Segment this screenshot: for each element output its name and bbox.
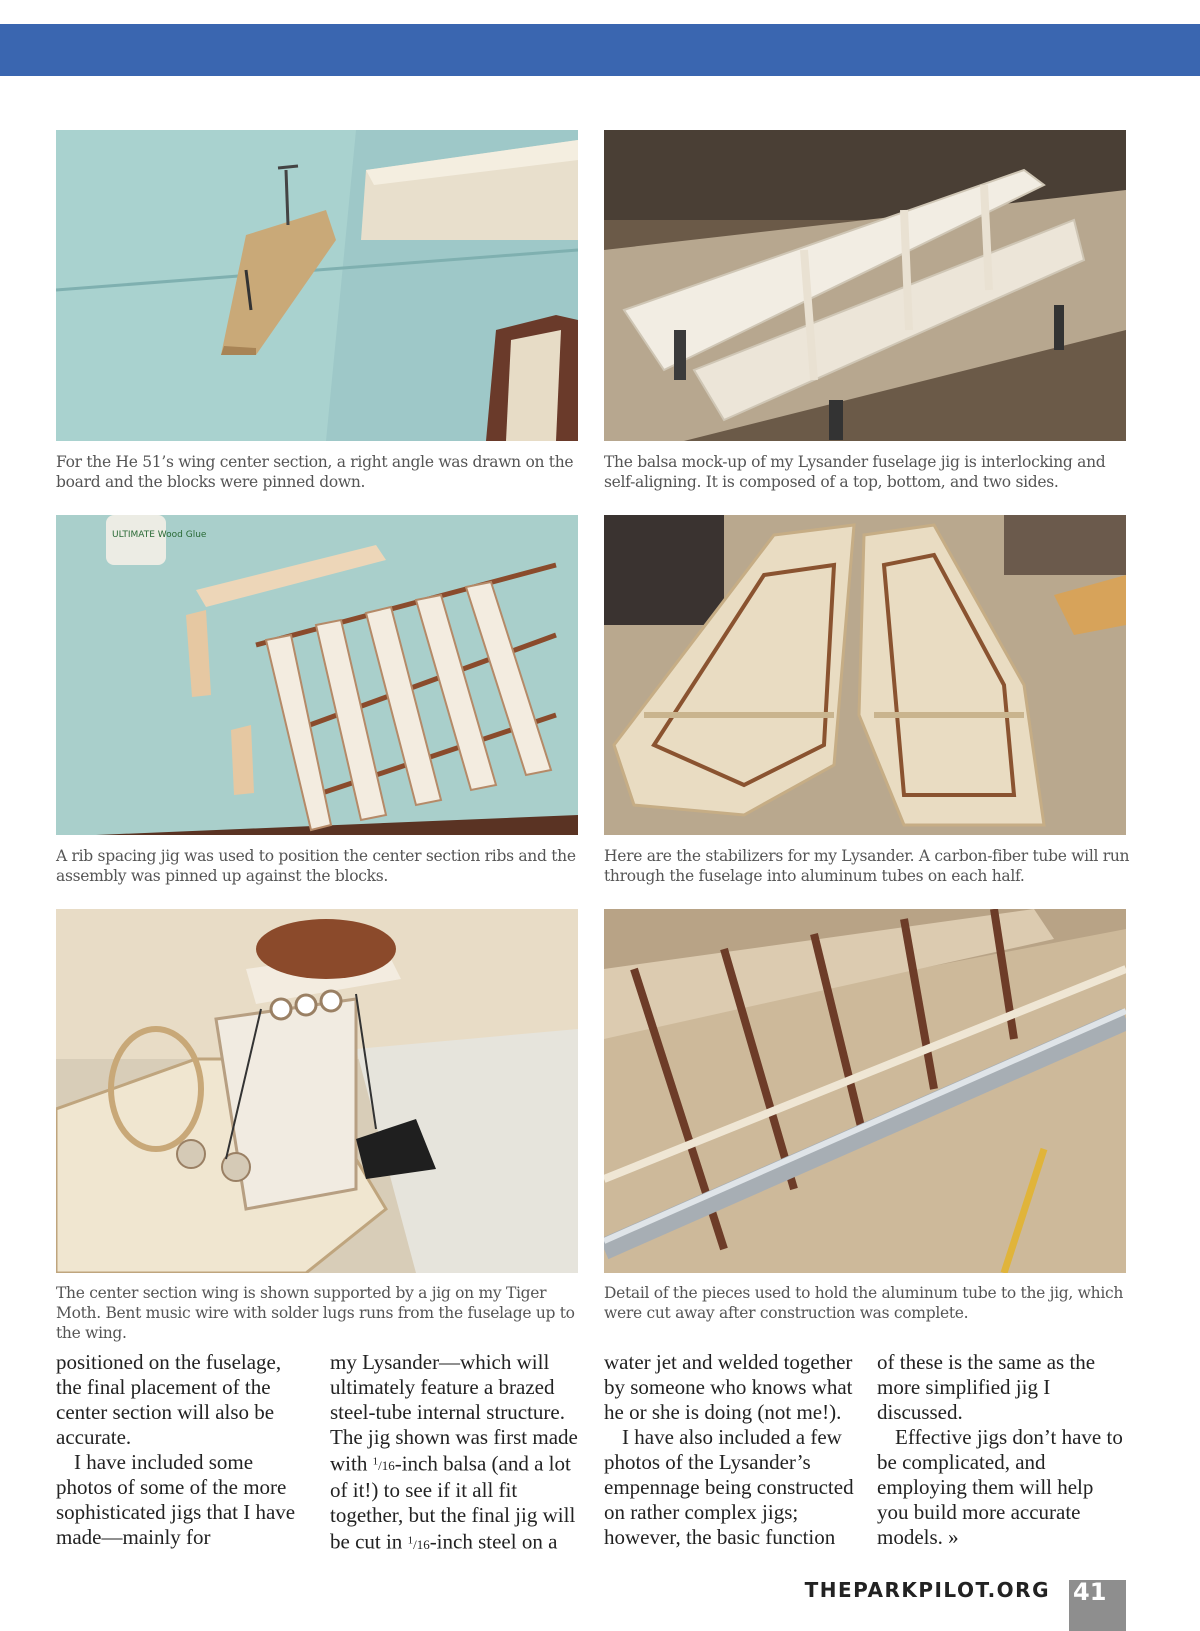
body-column-3: [604, 1350, 854, 1550]
fraction: $^1$/16: [372, 1456, 395, 1474]
caption-photo-6: Detail of the pieces used to hold the aluminum tube to the jig, which were cut away after construction was complete.: [604, 1284, 1124, 1322]
footer-site-url: THEPARKPILOT.ORG: [804, 1578, 1050, 1602]
caption-photo-5: The center section wing is shown supported by a jig on my Tiger Moth. Bent music wire with solder lugs runs from the fuselage up to the wing.: [56, 1284, 575, 1342]
body-column-2: [330, 1350, 580, 1557]
header-band: [0, 24, 1200, 76]
body-column-1: [56, 1350, 306, 1550]
caption-photo-4: Here are the stabilizers for my Lysander. A carbon-fiber tube will run through the fuselage into aluminum tubes on each half.: [604, 847, 1130, 885]
photo-rib-spacing-jig: [56, 515, 578, 835]
caption-photo-3: A rib spacing jig was used to position the center section ribs and the assembly was pinned up against the blocks.: [56, 847, 576, 885]
body-paragraph: water jet and welded together by someone who knows what he or she is doing (not me!).: [604, 1350, 853, 1424]
body-paragraph: I have included some photos of some of the more sophisticated jigs that I have made—mainly for: [56, 1450, 296, 1549]
photo-lysander-stabilizers: [604, 515, 1126, 835]
body-paragraph: my Lysander—which will ultimately feature a brazed steel-tube internal structure. The jig shown was first made with $^1$/16-inch balsa (and a lot of it!) to see if it all fit together, but the final jig will be cut in $^1$/16-inch steel on a: [330, 1350, 578, 1554]
body-column-4: [877, 1350, 1127, 1550]
body-paragraph: positioned on the fuselage, the final placement of the center section will also be accurate.: [56, 1350, 282, 1449]
continue-mark: »: [948, 1525, 959, 1549]
caption-photo-1: For the He 51’s wing center section, a right angle was drawn on the board and the blocks were pinned down.: [56, 453, 574, 491]
glue-bottle-label: ULTIMATE Wood Glue: [112, 530, 207, 540]
photo-he51-center-section: [56, 130, 578, 441]
photo-tiger-moth-jig: [56, 909, 578, 1273]
body-paragraph: Effective jigs don’t have to be complicated, and employing them will help you build more accurate models. »: [877, 1425, 1123, 1549]
body-paragraph: I have also included a few photos of the Lysander’s empennage being constructed on rather complex jigs; however, the basic function: [604, 1425, 854, 1549]
page-number: 41: [1073, 1578, 1107, 1606]
caption-photo-2: The balsa mock-up of my Lysander fuselage jig is interlocking and self-aligning. It is composed of a top, bottom, and two sides.: [604, 453, 1106, 491]
photo-aluminum-tube-detail: [604, 909, 1126, 1273]
photo-lysander-fuselage-jig: [604, 130, 1126, 441]
body-paragraph: of these is the same as the more simplified jig I discussed.: [877, 1350, 1096, 1424]
fraction: $^1$/16: [407, 1534, 430, 1552]
